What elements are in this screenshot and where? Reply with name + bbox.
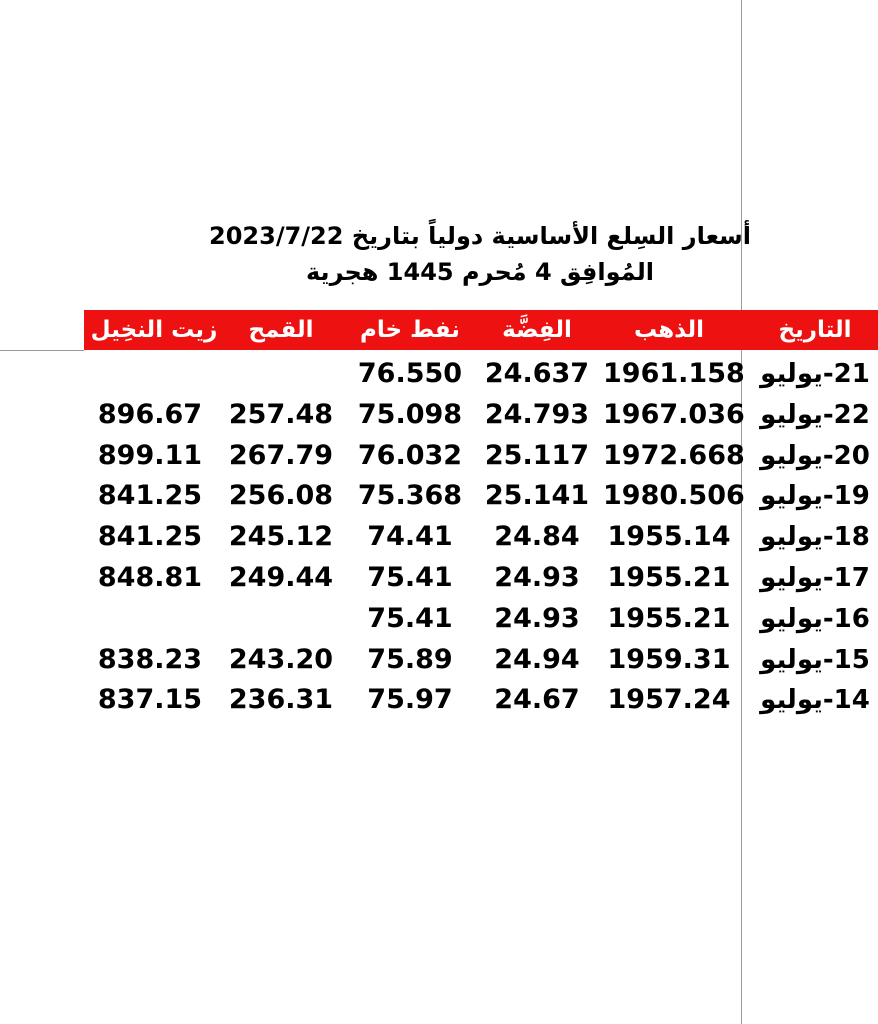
cell-gold: 1961.158 bbox=[603, 358, 745, 389]
cell-gold: 1959.31 bbox=[607, 643, 731, 675]
cell-wheat: 267.79 bbox=[228, 439, 334, 471]
page-subtitle: المُوافِق 4 مُحرم 1445 هجرية bbox=[306, 258, 654, 286]
cell-gold: 1957.24 bbox=[607, 684, 731, 716]
cell-palm: 837.15 bbox=[97, 684, 203, 716]
table-row bbox=[0, 558, 878, 599]
cell-gold: 1972.668 bbox=[603, 439, 745, 471]
table-row bbox=[0, 395, 878, 436]
cell-oil: 75.97 bbox=[367, 684, 453, 716]
table-row bbox=[0, 476, 878, 517]
cell-oil: 75.368 bbox=[357, 480, 463, 512]
cell-date: 19-يوليو bbox=[760, 481, 870, 512]
header-silver: الفِضَّة bbox=[502, 317, 572, 343]
cell-date: 16-يوليو bbox=[760, 603, 870, 634]
cell-date: 15-يوليو bbox=[760, 644, 870, 675]
cell-oil: 75.41 bbox=[367, 602, 453, 634]
cell-wheat: 245.12 bbox=[228, 521, 334, 553]
cell-palm: 838.23 bbox=[97, 643, 203, 675]
cell-palm bbox=[94, 354, 206, 394]
cell-oil: 75.41 bbox=[367, 561, 453, 593]
cell-oil: 75.098 bbox=[357, 398, 463, 430]
horizontal-gridline bbox=[0, 350, 84, 351]
cell-palm bbox=[94, 599, 206, 639]
cell-date: 14-يوليو bbox=[760, 685, 870, 716]
cell-date: 21-يوليو bbox=[760, 359, 870, 389]
header-wheat: القمح bbox=[248, 317, 314, 343]
cell-gold: 1980.506 bbox=[603, 480, 745, 512]
cell-gold: 1955.21 bbox=[607, 561, 731, 593]
cell-silver: 24.93 bbox=[494, 602, 580, 634]
cell-date: 20-يوليو bbox=[760, 440, 870, 471]
cell-wheat: 257.48 bbox=[228, 398, 334, 430]
table-row bbox=[0, 640, 878, 681]
cell-silver: 24.84 bbox=[494, 521, 580, 553]
cell-silver: 24.67 bbox=[494, 684, 580, 716]
cell-silver: 24.93 bbox=[494, 561, 580, 593]
cell-date: 18-يوليو bbox=[760, 522, 870, 553]
cell-palm: 841.25 bbox=[97, 480, 203, 512]
table-row bbox=[0, 354, 878, 395]
cell-palm: 848.81 bbox=[97, 561, 203, 593]
table-body bbox=[0, 354, 878, 721]
cell-gold: 1955.14 bbox=[607, 521, 731, 553]
cell-date: 22-يوليو bbox=[760, 399, 870, 430]
cell-wheat: 236.31 bbox=[228, 684, 334, 716]
header-date: التاريخ bbox=[778, 317, 852, 343]
table-row bbox=[0, 436, 878, 477]
cell-wheat: 256.08 bbox=[228, 480, 334, 512]
cell-silver: 24.793 bbox=[484, 398, 590, 430]
cell-oil: 76.550 bbox=[357, 358, 463, 389]
cell-oil: 74.41 bbox=[367, 521, 453, 553]
cell-silver: 25.141 bbox=[484, 480, 590, 512]
cell-palm: 841.25 bbox=[97, 521, 203, 553]
table-row bbox=[0, 517, 878, 558]
cell-gold: 1967.036 bbox=[603, 398, 745, 430]
cell-palm: 899.11 bbox=[97, 439, 203, 471]
cell-silver: 24.637 bbox=[484, 358, 590, 389]
cell-date: 17-يوليو bbox=[760, 562, 870, 593]
cell-oil: 76.032 bbox=[357, 439, 463, 471]
cell-palm: 896.67 bbox=[97, 398, 203, 430]
header-palm-oil: زيت النخِيل bbox=[90, 317, 218, 343]
cell-gold: 1955.21 bbox=[607, 602, 731, 634]
table-header bbox=[84, 310, 878, 350]
cell-silver: 25.117 bbox=[484, 439, 590, 471]
cell-wheat: 243.20 bbox=[228, 643, 334, 675]
cell-wheat bbox=[226, 354, 336, 394]
header-gold: الذهب bbox=[633, 317, 705, 343]
table-row bbox=[0, 680, 878, 721]
cell-wheat bbox=[226, 599, 336, 639]
cell-wheat: 249.44 bbox=[228, 561, 334, 593]
header-crude-oil: نفط خام bbox=[360, 317, 460, 343]
cell-silver: 24.94 bbox=[494, 643, 580, 675]
cell-oil: 75.89 bbox=[367, 643, 453, 675]
table-row bbox=[0, 599, 878, 640]
page-title: أسعار السِلع الأساسية دولياً بتاريخ 2023/7/22 bbox=[209, 222, 751, 250]
